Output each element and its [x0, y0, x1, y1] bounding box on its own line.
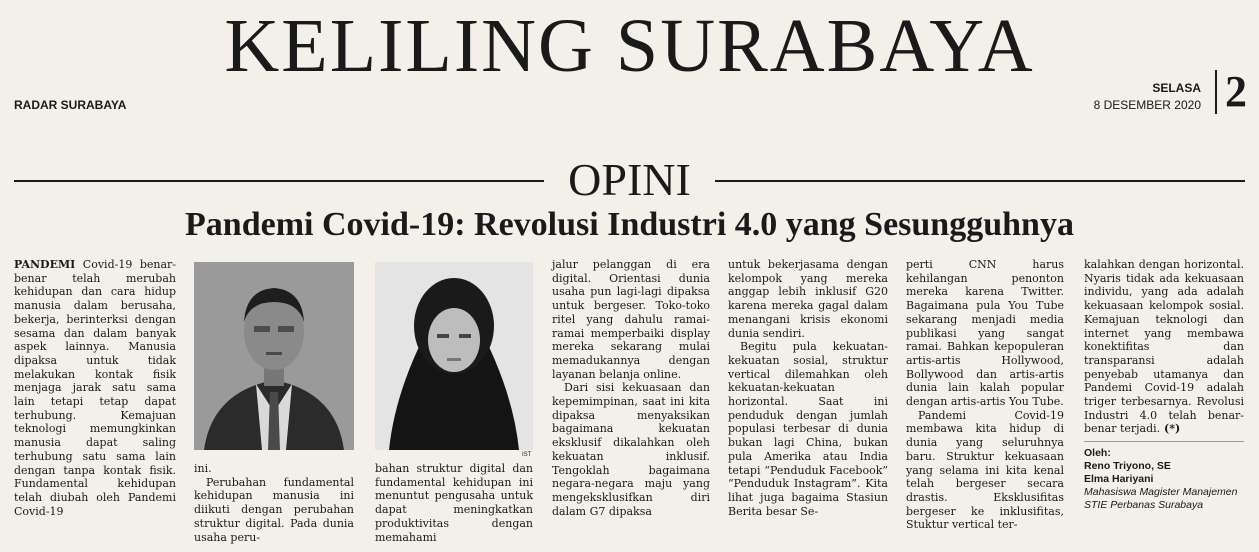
col4-paragraph-1: jalur pelanggan di era digital. Orientasi dunia usaha pun lagi-lagi dipaksa untuk bergeser. Toko-toko ritel yang dahulu ramai-ramai memperbaiki display mereka sekarang mulai memadukannya dengan layanan belanja online. — [552, 258, 710, 381]
author-photo-male — [194, 262, 354, 450]
article-column-4 — [552, 258, 710, 518]
col5-paragraph-2: Begitu pula kekuatan-kekuatan sosial, struktur vertical dilemahkan oleh kekuatan-kekuatan horizontal. Saat ini penduduk dengan jumlah populasi terbesar di dunia bukan lagi China, bukan pula Amerika atau India tetapi “Penduduk Facebook” “Penduduk Instagram”. Kita lihat juga bagaima Stasiun Berita besar Se- — [728, 340, 888, 518]
author-name-2: Elma Hariyani — [1084, 473, 1154, 486]
col7-paragraph-1: kalahkan dengan horizontal. Nyaris tidak ada kekuasaan individu, yang ada adalah kekuasaan kelompok sosial. Kemajuan teknologi dan internet yang membawa konektifitas dan transparansi adalah penyebab utamanya dan Pandemi Covid-19 adalah triger terbesarnya. Revolusi Industri 4.0 telah benar-benar terjadi. — [1084, 258, 1244, 436]
author-affiliation-2: STIE Perbanas Surabaya — [1084, 499, 1204, 512]
col2-paragraph-1: ini. — [194, 462, 212, 475]
article-column-3 — [375, 462, 533, 544]
author-name-1: Reno Triyono, SE — [1084, 460, 1171, 473]
paper-name: RADAR SURABAYA — [14, 98, 127, 112]
article-column-2 — [194, 462, 354, 544]
article-column-6 — [906, 258, 1064, 532]
article-column-1 — [14, 258, 176, 518]
photo-credit: IST — [522, 452, 532, 458]
date-day: SELASA — [1152, 81, 1201, 95]
byline — [1084, 441, 1244, 512]
col2-paragraph-2: Perubahan fundamental kehidupan manusia ini diikuti dengan perubahan struktur digital. Pada dunia usaha peru- — [194, 475, 354, 544]
col6-paragraph-2: Pandemi Covid-19 membawa kita hidup di dunia yang seluruhnya baru. Struktur kekuasaan yang selama ini kita kenal telah bergeser secara drastis. Eksklusifitas bergeser ke inklusifitas, Stuktur vertical ter- — [906, 408, 1064, 532]
date-full: 8 DESEMBER 2020 — [1093, 98, 1201, 112]
date-block — [1094, 80, 1201, 114]
article-headline: Pandemi Covid-19: Revolusi Industri 4.0 yang Sesungguhnya — [185, 206, 1074, 243]
col6-paragraph-1: perti CNN harus kehilangan penonton mereka karena Twitter. Bagaimana pula You Tube sekarang menjadi media publikasi yang sangat ramai. Bahkan kepopuleran artis-artis Hollywood, Bollywood dan artis-artis dunia lain kalah popular dengan artis-artis You Tube. — [906, 258, 1064, 409]
masthead-title: KELILING SURABAYA — [224, 4, 1035, 88]
byline-label: Oleh: — [1084, 447, 1111, 460]
section-title: OPINI — [568, 154, 691, 205]
col4-paragraph-2: Dari sisi kekuasaan dan kepemimpinan, saat ini kita dipaksa menyaksikan bagaimana kekuatan eksklusif dikalahkan oleh kekuatan inklusif. Tengoklah bagaimana negara-negara maju yang mengeksklusifkan diri dalam G7 dipaksa — [552, 381, 710, 518]
author-affiliation-1: Mahasiswa Magister Manajemen — [1084, 486, 1238, 499]
col1-paragraph-1: Covid-19 benar-benar telah merubah kehidupan dan cara hidup manusia dalam berusaha, bekerja, berinterksi dengan sesama dan dalam banyak aspek lainnya. Manusia dipaksa untuk tidak melakukan kontak fisik menjaga jarak satu sama lain tetapi tetap dapat terhubung. Kemajuan teknologi memungkinkan manusia dapat saling terhubung satu sama lain dengan tanpa kontak fisik. Fundamental kehidupan telah diubah oleh Pandemi Covid-19 — [14, 258, 176, 518]
article-column-7 — [1084, 258, 1244, 512]
end-mark: (*) — [1160, 422, 1181, 436]
col5-paragraph-1: untuk bekerjasama dengan kelompok yang mereka anggap lebih inklusif G20 karena mereka gagal dalam menangani krisis ekonomi dunia sendiri. — [728, 258, 888, 340]
lead-word: PANDEMI — [14, 258, 76, 271]
col3-paragraph-1: bahan struktur digital dan fundamental kehidupan ini menuntut pengusaha untuk dapat meningkatkan produktivitas dengan memahami — [375, 462, 533, 544]
author-photo-female — [375, 262, 533, 450]
section-header — [14, 154, 1245, 205]
page-number: 2 — [1215, 70, 1247, 114]
article-column-5 — [728, 258, 888, 518]
